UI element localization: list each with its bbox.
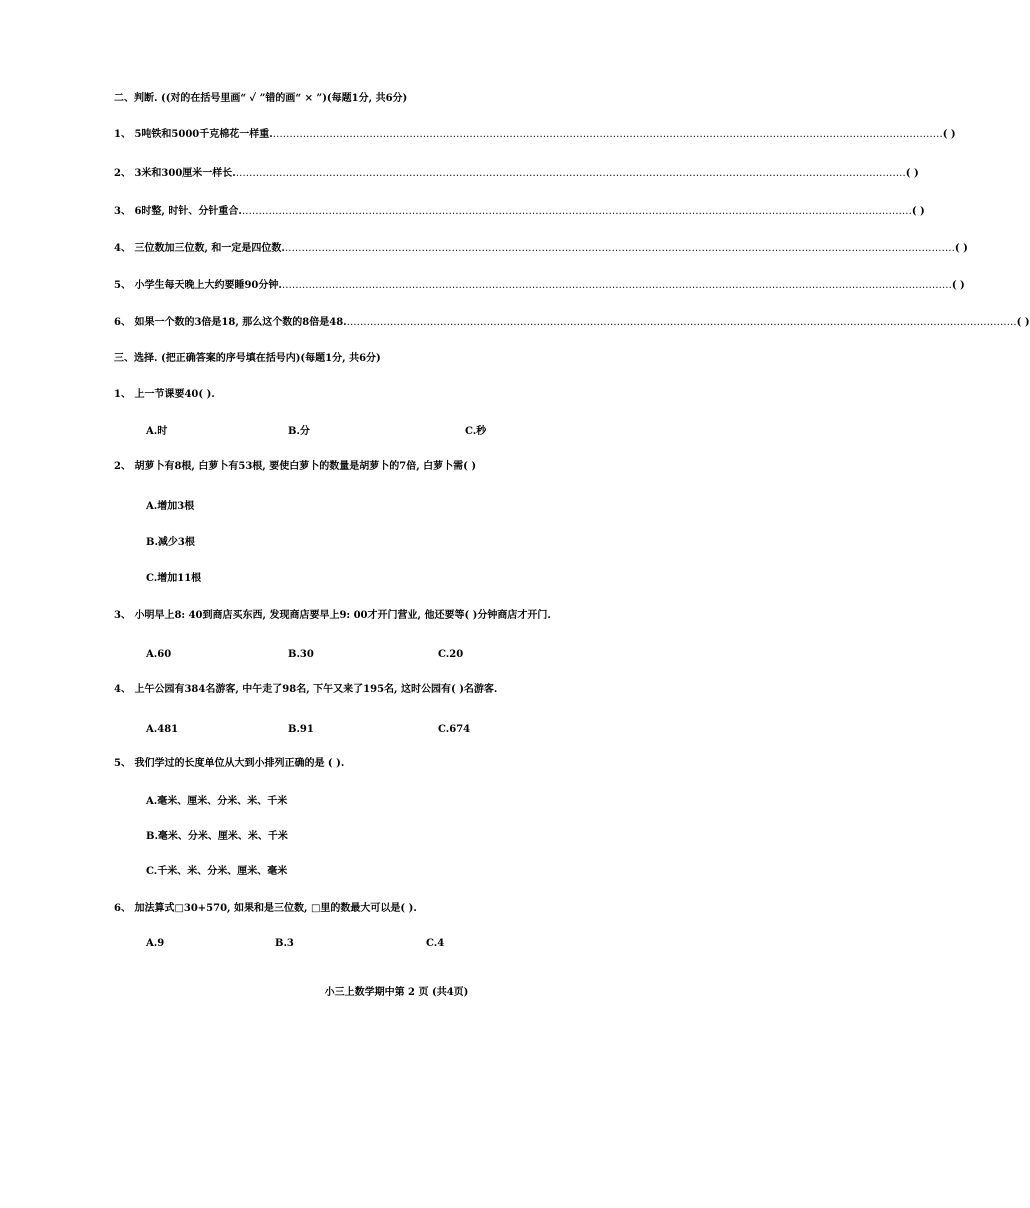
question-3: 3、 小明早上8: 40到商店买东西, 发现商店要早上9: 00才开门营业, 他还要等( )分钟商店才开门.	[114, 610, 551, 621]
judge-item-3	[114, 205, 925, 218]
judge-item-1	[114, 128, 956, 141]
judge-item-text: 2、 3米和300厘米一样长.	[114, 168, 236, 179]
option-c: C.秒	[465, 426, 487, 437]
answer-paren: ( )	[942, 129, 956, 140]
judge-item-4	[114, 242, 968, 255]
question-4: 4、 上午公园有384名游客, 中午走了98名, 下午又来了195名, 这时公园有( )名游客.	[114, 684, 498, 695]
answer-paren: ( )	[954, 243, 968, 254]
leader-dots: …………………………………………………………………………………………………………………………………………………………………………………	[284, 243, 955, 254]
option-b: B.91	[288, 724, 314, 735]
question-1: 1、 上一节课要40( ).	[114, 389, 215, 400]
option-a: A.增加3根	[146, 501, 195, 512]
question-6: 6、 加法算式□30+570, 如果和是三位数, □里的数最大可以是( ).	[114, 903, 417, 914]
option-a: A.时	[146, 426, 168, 437]
option-b: B.30	[288, 649, 314, 660]
answer-paren: ( )	[1016, 317, 1030, 328]
leader-dots: …………………………………………………………………………………………………………………………………………………………………………………	[346, 317, 1017, 328]
option-b: B.减少3根	[146, 537, 195, 548]
leader-dots: …………………………………………………………………………………………………………………………………………………………………………………	[241, 206, 912, 217]
judge-item-text: 3、 6时整, 时针、分针重合.	[114, 206, 242, 217]
option-c: C.千米、米、分米、厘米、毫米	[146, 866, 288, 877]
leader-dots: …………………………………………………………………………………………………………………………………………………………………………………	[235, 168, 906, 179]
question-5: 5、 我们学过的长度单位从大到小排列正确的是 ( ).	[114, 758, 345, 769]
option-a: A.481	[146, 724, 179, 735]
question-2: 2、 胡萝卜有8根, 白萝卜有53根, 要使白萝卜的数量是胡萝卜的7倍, 白萝卜需( )	[114, 461, 477, 472]
judge-item-5	[114, 279, 965, 292]
answer-paren: ( )	[951, 280, 965, 291]
option-b: B.毫米、分米、厘米、米、千米	[146, 831, 288, 842]
page-footer: 小三上数学期中第 2 页 (共4页)	[324, 987, 469, 998]
option-b: B.分	[288, 426, 310, 437]
judge-item-text: 1、 5吨铁和5000千克棉花一样重.	[114, 129, 273, 140]
option-a: A.9	[146, 938, 165, 949]
option-b: B.3	[275, 938, 294, 949]
option-c: C.增加11根	[146, 573, 202, 584]
judge-item-2	[114, 167, 919, 180]
option-c: C.674	[438, 724, 471, 735]
section2-heading: 二、判断. ((对的在括号里画“ ✓ ”错的画“ × ”)(每题1分, 共6分)	[114, 93, 408, 104]
answer-paren: ( )	[905, 168, 919, 179]
option-c: C.20	[438, 649, 464, 660]
leader-dots: …………………………………………………………………………………………………………………………………………………………………………………	[272, 129, 943, 140]
option-a: A.60	[146, 649, 172, 660]
answer-paren: ( )	[911, 206, 925, 217]
option-c: C.4	[426, 938, 445, 949]
leader-dots: …………………………………………………………………………………………………………………………………………………………………………………	[281, 280, 952, 291]
judge-item-text: 6、 如果一个数的3倍是18, 那么这个数的8倍是48.	[114, 317, 347, 328]
judge-item-text: 4、 三位数加三位数, 和一定是四位数.	[114, 243, 285, 254]
section3-heading: 三、选择. (把正确答案的序号填在括号内)(每题1分, 共6分)	[114, 353, 381, 364]
judge-item-text: 5、 小学生每天晚上大约要睡90分钟.	[114, 280, 282, 291]
judge-item-6	[114, 316, 1030, 329]
option-a: A.毫米、厘米、分米、米、千米	[146, 796, 288, 807]
